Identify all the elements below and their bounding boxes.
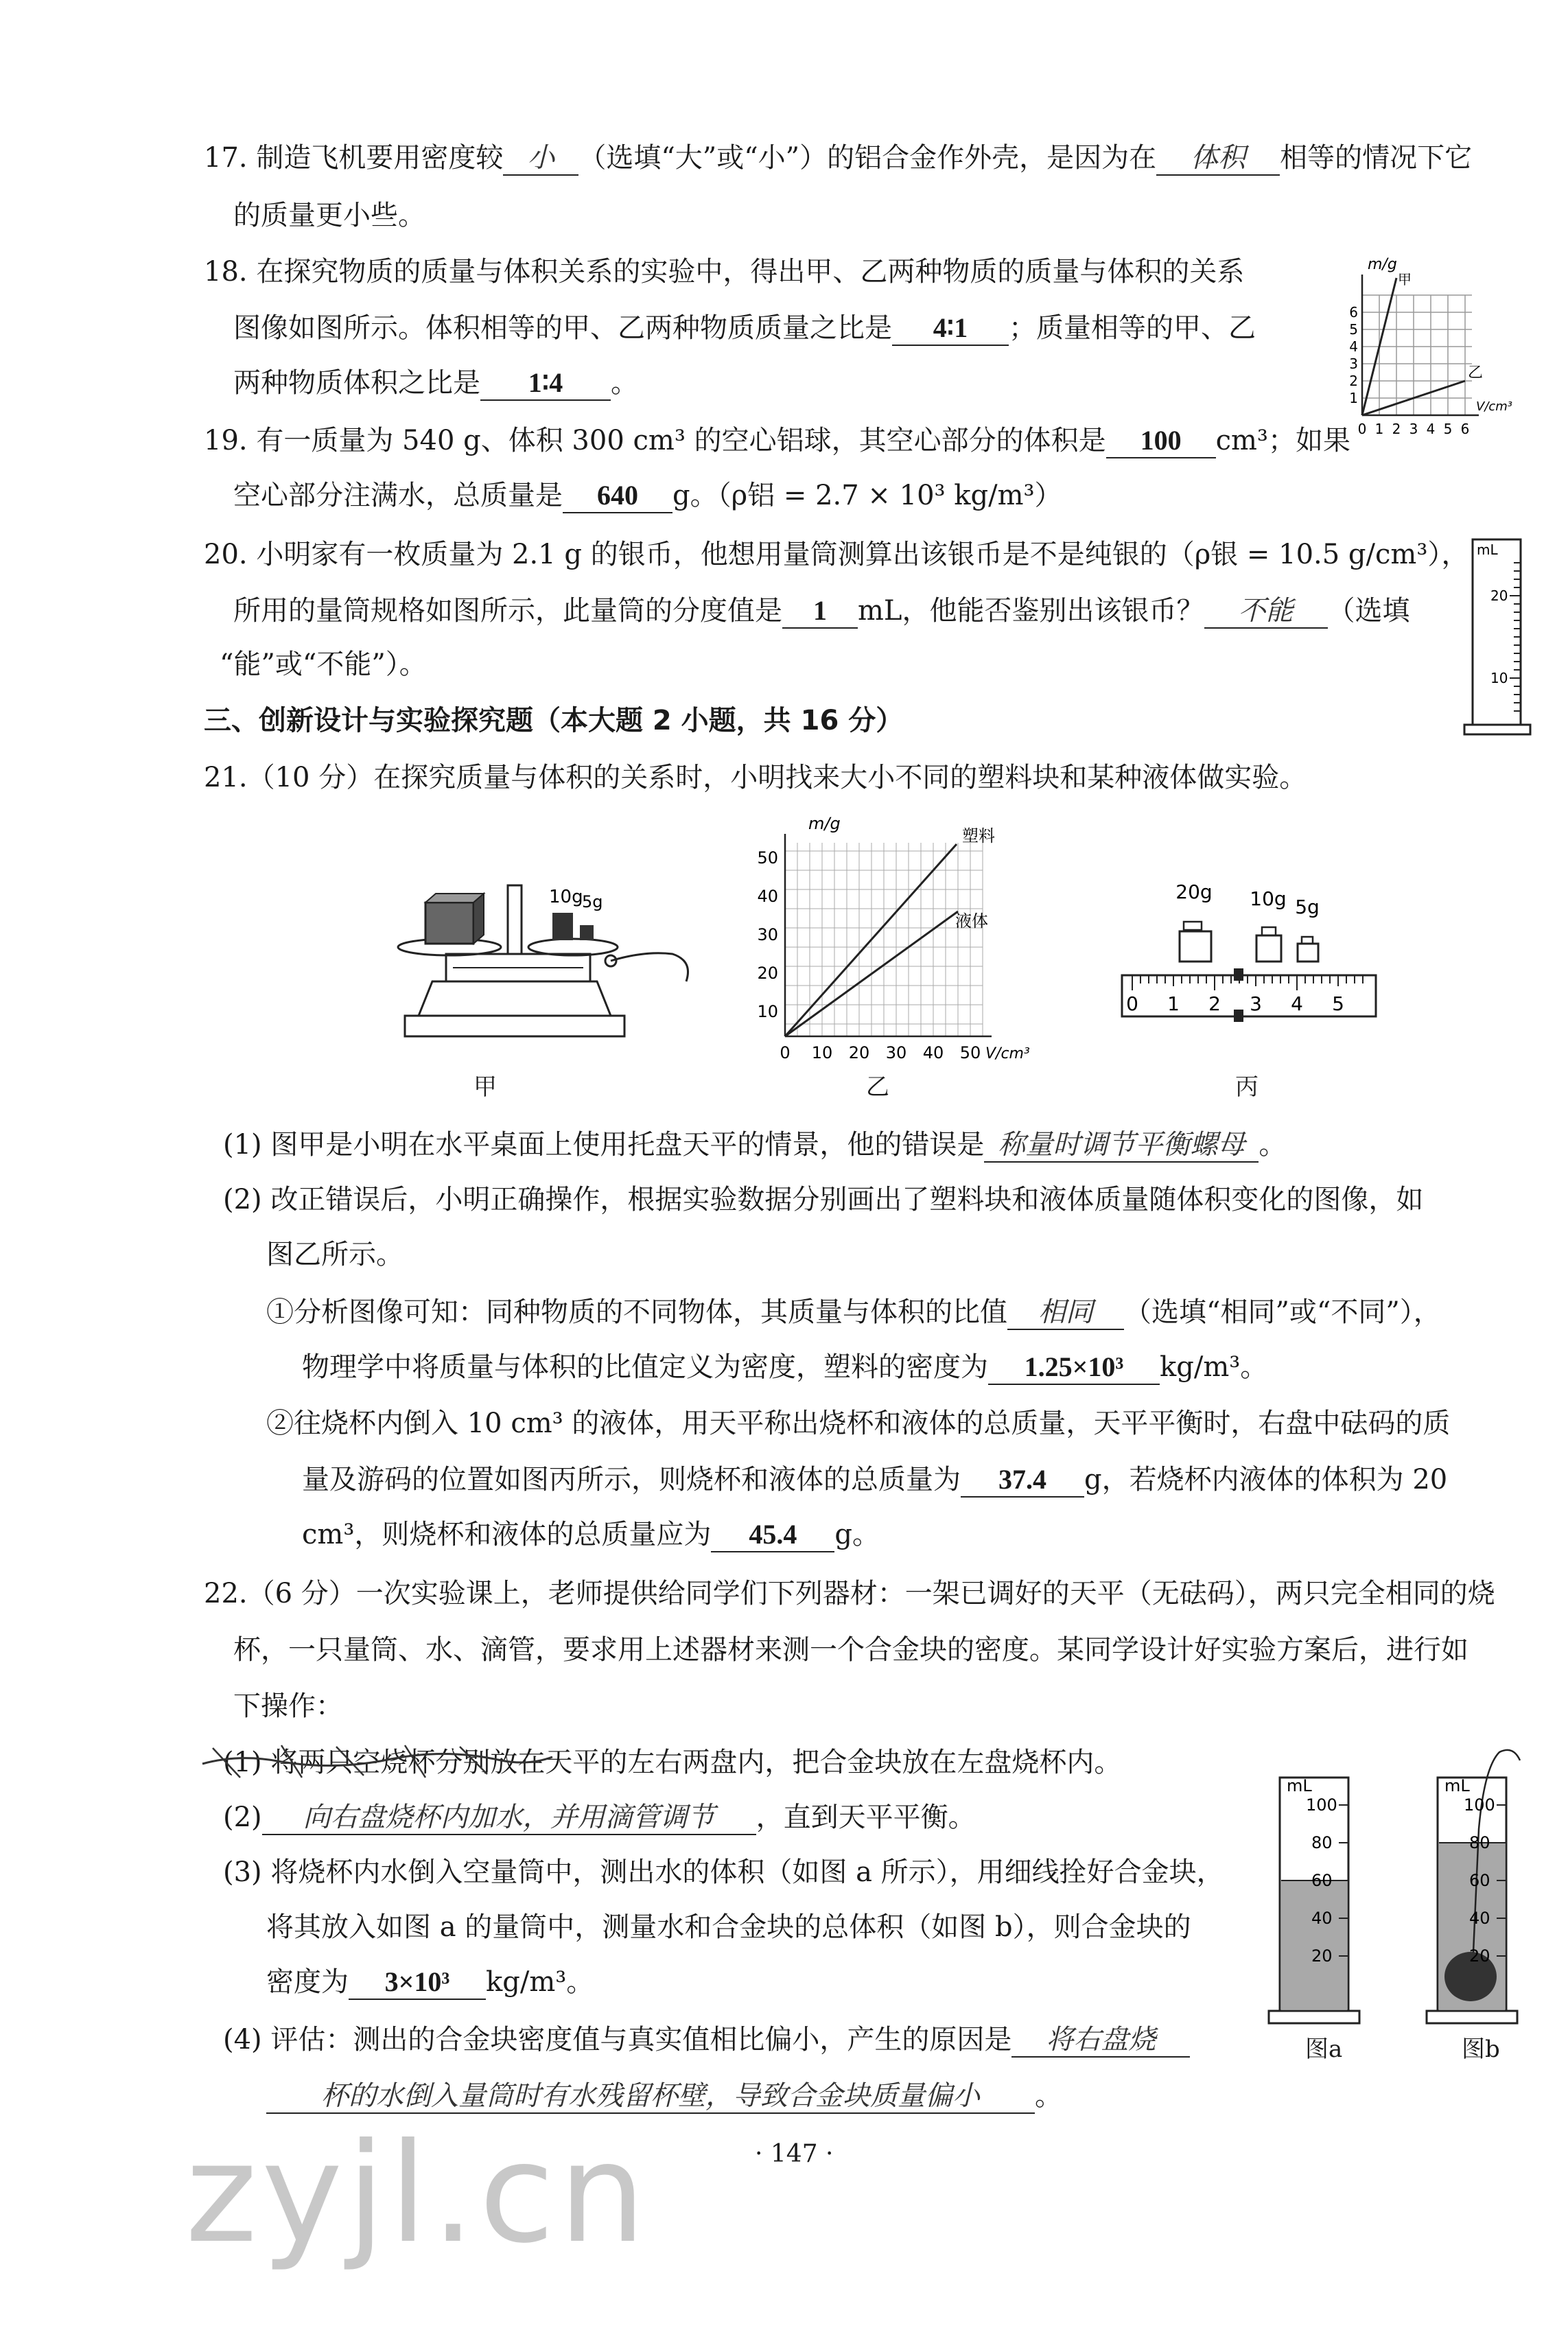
q19-line1: 19. 有一质量为 540 g、体积 300 cm³ 的空心铝球，其空心部分的体积是 100 cm³；如果 (204, 421, 1350, 460)
hand-icon (611, 953, 688, 981)
rider-marker-top (1234, 968, 1243, 981)
q21-line1: 21.（10 分）在探究质量与体积的关系时，小明找来大小不同的塑料块和某种液体做实验。 (204, 762, 1307, 793)
fig-b-unit: mL (1444, 1776, 1470, 1795)
q21-density-answer: 1.25×10³ (988, 1351, 1160, 1385)
q21-fig-jia-balance (384, 865, 700, 1043)
q18-xtick: 2 (1392, 421, 1401, 437)
fig-yi-caption: 乙 (866, 1073, 889, 1101)
q20-line2: 所用的量筒规格如图所示，此量筒的分度值是 1 mL，他能否鉴别出该银币？ 不能 （选填 (233, 592, 1410, 630)
yi-ytick: 30 (757, 925, 778, 944)
yi-xlabel: V/cm³ (985, 1045, 1030, 1062)
yi-ytick: 50 (757, 848, 778, 867)
bing-scale-tick: 5 (1332, 992, 1344, 1015)
fig-b-tick: 100 (1464, 1795, 1495, 1815)
q22-fig-a-cylinder (1266, 1764, 1369, 2038)
q18-xtick: 1 (1374, 421, 1384, 437)
bing-scale-tick: 1 (1167, 992, 1180, 1015)
q21-part2-a: (2) 改正错误后，小明正确操作，根据实验数据分别画出了塑料块和液体质量随体积变化的图像，如 (223, 1184, 1424, 1215)
q18-xtick: 3 (1409, 421, 1418, 437)
weight-10g (552, 913, 573, 940)
q21-sub1-b: 物理学中将质量与体积的比值定义为密度，塑料的密度为 1.25×10³ kg/m³。 (302, 1348, 1267, 1386)
bing-scale-tick: 3 (1250, 992, 1262, 1015)
q20-cyl-unit: mL (1477, 541, 1498, 558)
q18-line2: 图像如图所示。体积相等的甲、乙两种物质质量之比是 4∶1 ；质量相等的甲、乙 (233, 309, 1256, 347)
yi-label-liquid: 液体 (955, 911, 988, 931)
fig-a-unit: mL (1287, 1776, 1312, 1795)
q19-answer-2: 640 (563, 479, 672, 513)
q21-fig-yi-chart (755, 817, 1084, 1078)
bing-label-10g: 10g (1250, 887, 1287, 910)
q18-label-jia: 甲 (1398, 271, 1412, 288)
q18-ytick: 3 (1349, 356, 1358, 372)
q18-ytick: 4 (1349, 338, 1358, 355)
yi-xtick: 20 (848, 1043, 870, 1062)
q22-part4-answer-2: 杯的水倒入量筒时有水残留杯壁，导致合金块质量偏小 (266, 2080, 1035, 2114)
q21-sub2-c: cm³，则烧杯和液体的总质量应为 45.4 g。 (302, 1515, 880, 1554)
fig-b-tick: 60 (1469, 1871, 1490, 1890)
q18-xlabel: V/cm³ (1476, 399, 1513, 414)
q18-ytick: 1 (1349, 390, 1358, 406)
q22-part4-a: (4) 评估：测出的合金块密度值与真实值相比偏小，产生的原因是 将右盘烧 (223, 2020, 1190, 2059)
q20-measuring-cylinder (1462, 535, 1537, 748)
q18-xtick: 0 (1357, 421, 1367, 437)
q21-sub1: ①分析图像可知：同种物质的不同物体，其质量与体积的比值 相同 （选填“相同”或“不同”）， (266, 1293, 1441, 1331)
q18-ytick: 6 (1349, 304, 1358, 321)
q22-part2: (2) 向右盘烧杯内加水，并用滴管调节 ，直到天平平衡。 (223, 1798, 976, 1837)
q17-line2: 的质量更小些。 (233, 200, 425, 231)
jia-weight-label-5g: 5g (582, 892, 603, 911)
yi-xtick: 0 (780, 1043, 791, 1062)
q19-line2: 空心部分注满水，总质量是 640 g。（ρ铝 = 2.7 × 10³ kg/m³） (233, 476, 1062, 515)
yi-xtick: 50 (959, 1043, 981, 1062)
bing-scale-tick: 4 (1291, 992, 1303, 1015)
bing-label-20g: 20g (1175, 881, 1213, 903)
q21-expected-mass-answer: 45.4 (711, 1518, 834, 1552)
q21-part1-answer: 称量时调节平衡螺母 (984, 1128, 1259, 1163)
q18-xtick: 4 (1426, 421, 1436, 437)
q20-cyl-tick-20: 20 (1490, 587, 1508, 604)
yi-xtick: 30 (885, 1043, 907, 1062)
q21-fig-bing-weights (1115, 875, 1383, 1040)
q22-part4-answer-1: 将右盘烧 (1011, 2023, 1190, 2058)
q18-label-yi: 乙 (1468, 364, 1484, 382)
weight-10g-bing (1256, 935, 1281, 962)
q22-density-answer: 3×10³ (349, 1966, 486, 2000)
rider-marker-bottom (1234, 1010, 1243, 1022)
q17-answer-1: 小 (503, 141, 578, 176)
fig-b-tick: 80 (1469, 1833, 1490, 1852)
fig-a-caption: 图a (1305, 2036, 1343, 2063)
fig-a-tick: 20 (1311, 1946, 1333, 1966)
weight-20g (1180, 931, 1211, 962)
q18-answer-2: 1∶4 (480, 366, 611, 401)
q18-xtick: 6 (1460, 421, 1470, 437)
q22-part1: (1) 将两只空烧杯分别放在天平的左右两盘内，把合金块放在左盘烧杯内。 (223, 1747, 1122, 1778)
fig-a-tick: 60 (1311, 1871, 1333, 1890)
yi-xtick: 10 (811, 1043, 833, 1062)
plastic-block (425, 902, 473, 944)
q18-chart (1342, 254, 1547, 439)
q20-answer-2: 不能 (1204, 594, 1328, 629)
crossed-out-scribble (199, 1740, 556, 1781)
fig-a-tick: 100 (1306, 1795, 1337, 1815)
q22-part4-b: 杯的水倒入量筒时有水残留杯壁，导致合金块质量偏小 。 (266, 2077, 1062, 2115)
fig-a-water (1281, 1880, 1347, 2010)
q22-line3: 下操作： (233, 1690, 343, 1722)
watermark-logo: zyjl.cn (185, 2114, 650, 2274)
q18-ytick: 2 (1349, 373, 1358, 389)
section-3-heading: 三、创新设计与实验探究题（本大题 2 小题，共 16 分） (204, 705, 904, 736)
bing-label-5g: 5g (1295, 896, 1320, 918)
q22-line1: 22.（6 分）一次实验课上，老师提供给同学们下列器材：一架已调好的天平（无砝码），两只完全相同的烧 (204, 1578, 1495, 1609)
q22-fig-b-cylinder (1424, 1747, 1534, 2038)
yi-label-plastic: 塑料 (962, 826, 995, 846)
q21-part1: (1) 图甲是小明在水平桌面上使用托盘天平的情景，他的错误是 称量时调节平衡螺母 。 (223, 1126, 1286, 1164)
q17-line1: 17. 制造飞机要用密度较 小 （选填“大”或“小”）的铝合金作外壳，是因为在 体积 相等的情况下它 (204, 139, 1472, 177)
q18-answer-1: 4∶1 (892, 312, 1009, 346)
weight-5g-bing (1298, 944, 1318, 962)
q21-sub2-b: 量及游码的位置如图丙所示，则烧杯和液体的总质量为 37.4 g，若烧杯内液体的体积为 20 (302, 1460, 1447, 1499)
q19-answer-1: 100 (1106, 424, 1216, 458)
q21-part2-b: 图乙所示。 (266, 1239, 403, 1270)
q22-part3-c: 密度为 3×10³ kg/m³。 (266, 1963, 594, 2001)
q18-xtick: 5 (1443, 421, 1453, 437)
yi-ytick: 10 (757, 1002, 778, 1021)
bing-scale-tick: 2 (1208, 992, 1221, 1015)
fig-a-tick: 80 (1311, 1833, 1333, 1852)
fig-b-tick: 40 (1469, 1909, 1490, 1928)
yi-ylabel: m/g (808, 817, 841, 833)
q21-sub2-a: ②往烧杯内倒入 10 cm³ 的液体，用天平称出烧杯和液体的总质量，天平平衡时，右盘中砝码的质 (266, 1408, 1451, 1439)
yi-xtick: 40 (922, 1043, 944, 1062)
fig-jia-caption: 甲 (473, 1073, 497, 1101)
fig-a-tick: 40 (1311, 1909, 1333, 1928)
q18-ylabel: m/g (1368, 256, 1397, 273)
q22-part3-b: 将其放入如图 a 的量筒中，测量水和合金块的总体积（如图 b），则合金块的 (266, 1911, 1191, 1943)
q22-part3-a: (3) 将烧杯内水倒入空量筒中，测出水的体积（如图 a 所示），用细线拴好合金块， (223, 1856, 1224, 1888)
q18-ytick: 5 (1349, 321, 1358, 338)
q17-answer-2: 体积 (1156, 141, 1280, 176)
page-number: · 147 · (755, 2140, 834, 2168)
q20-cyl-tick-10: 10 (1490, 670, 1508, 686)
bing-scale-tick: 0 (1126, 992, 1138, 1015)
yi-ytick: 40 (757, 887, 778, 906)
q21-total-mass-answer: 37.4 (961, 1463, 1084, 1498)
q22-line2: 杯，一只量筒、水、滴管，要求用上述器材来测一个合金块的密度。某同学设计好实验方案后，进行如 (233, 1634, 1468, 1666)
fig-b-tick: 20 (1469, 1946, 1490, 1966)
fig-b-caption: 图b (1462, 2036, 1500, 2063)
q18-line3: 两种物质体积之比是 1∶4 。 (233, 364, 638, 402)
q18-line1: 18. 在探究物质的质量与体积关系的实验中，得出甲、乙两种物质的质量与体积的关系 (204, 256, 1245, 288)
weight-5g (580, 925, 594, 940)
yi-ytick: 20 (757, 964, 778, 983)
q20-line3: “能”或“不能”）。 (220, 649, 427, 680)
q20-answer-1: 1 (782, 594, 858, 629)
yi-line-plastic (785, 844, 957, 1036)
fig-bing-caption: 丙 (1235, 1073, 1259, 1101)
jia-weight-label-10g: 10g (549, 887, 583, 907)
q22-part2-answer: 向右盘烧杯内加水，并用滴管调节 (262, 1801, 756, 1835)
q20-line1: 20. 小明家有一枚质量为 2.1 g 的银币，他想用量筒测算出该银币是不是纯银的（ρ银 = 10.5 g/cm³）， (204, 539, 1469, 570)
q21-sub1-answer: 相同 (1007, 1296, 1124, 1330)
